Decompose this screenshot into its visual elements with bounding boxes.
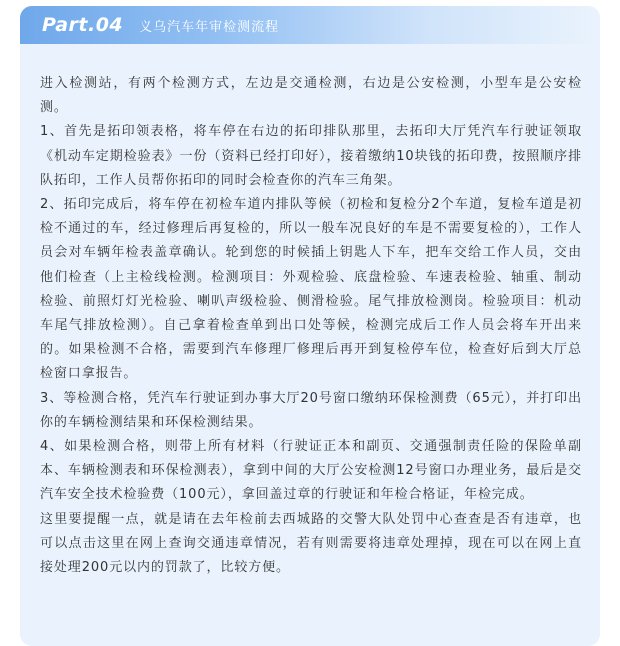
- paragraph-step-1: 1、首先是拓印领表格，将车停在右边的拓印排队那里，去拓印大厅凭汽车行驶证领取《机动车定期检验表》一份（资料已经打印好），接着缴纳10块钱的拓印费，按照顺序排队拓印，工作人员帮你拓印的同时会检查你的汽车三角架。: [40, 124, 582, 188]
- paragraph-step-4: 4、如果检测合格，则带上所有材料（行驶证正本和副页、交通强制责任险的保险单副本、车辆检测表和环保检测表），拿到中间的大厅公安检测12号窗口办理业务，最后是交汽车安全技术检验费（100元），拿回盖过章的行驶证和年检合格证，年检完成。: [40, 439, 582, 503]
- part-label: Part.04: [42, 14, 124, 36]
- paragraph-intro: 进入检测站，有两个检测方式，左边是交通检测，右边是公安检测，小型车是公安检测。: [40, 76, 582, 116]
- paragraph-reminder: 这里要提醒一点，就是请在去年检前去西城路的交警大队处罚中心查查是否有违章，也可以点击这里在网上查询交通违章情况，若有则需要将违章处理掉，现在可以在网上直接处理200元以内的罚款了，比较方便。: [40, 511, 582, 576]
- article-body: [40, 72, 582, 580]
- section-header: [20, 6, 600, 44]
- section-title: 义乌汽车年审检测流程: [139, 19, 280, 35]
- paragraph-step-3: 3、等检测合格，凭汽车行驶证到办事大厅20号窗口缴纳环保检测费（65元），并打印出你的车辆检测结果和环保检测结果。: [40, 390, 582, 430]
- paragraph-step-2: 2、拓印完成后，将车停在初检车道内排队等候（初检和复检分2个车道，复检车道是初检不通过的车，经过修理后再复检的，所以一般车况良好的车是不需要复检的），工作人员会对车辆年检表盖章确认。轮到您的时候插上钥匙人下车，把车交给工作人员，交由他们检查（上主检线检测。检测项目：外观检验、底盘检验、车速表检验、轴重、制动检验、前照灯灯光检验、喇叭声级检验、侧滑检验。尾气排放检测岗。检验项目：机动车尾气排放检测）。自己拿着检查单到出口处等候，检测完成后工作人员会将车开出来的。如果检测不合格，需要到汽车修理厂修理后再开到复检停车位，检查好后到大厅总检窗口拿报告。: [40, 197, 582, 382]
